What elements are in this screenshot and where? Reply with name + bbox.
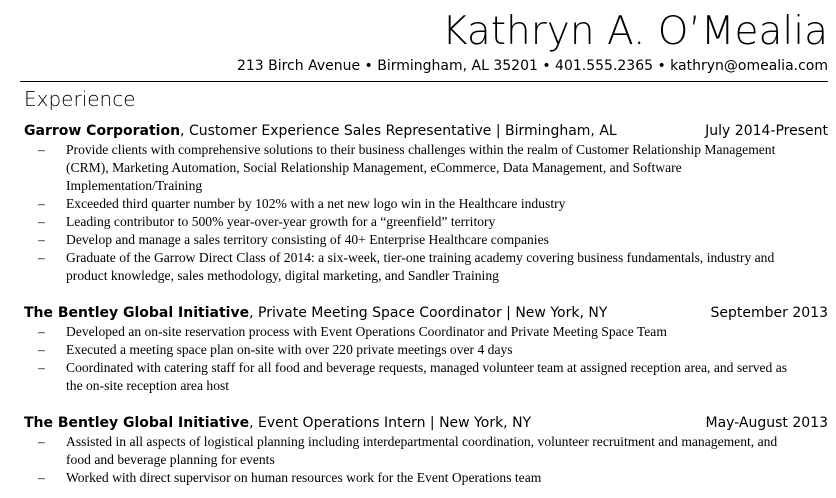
bullet-text: Provide clients with comprehensive solutions to their business challenges within the realm of Customer Relationship Management (CRM), Marketing Automation, Social Relationship Management, eCommerce, Data Management, and Software Implementation/Training: [66, 142, 776, 193]
job-organization: Garrow Corporation: [24, 123, 181, 139]
bullet-text: Executed a meeting space plan on-site with over 220 private meetings over 4 days: [66, 342, 513, 357]
job-header: [24, 303, 828, 323]
bullet-dash: –: [38, 196, 45, 211]
bullet-dash: –: [38, 142, 45, 157]
bullet-text: Developed an on-site reservation process with Event Operations Coordinator and Private Meeting Space Team: [66, 324, 667, 339]
job-header: [24, 413, 828, 433]
bullet-dash: –: [38, 232, 45, 247]
bullet-dash: –: [38, 434, 45, 449]
bullet-text: Graduate of the Garrow Direct Class of 2014: a six-week, tier-one training academy covering business fundamentals, industry and product knowledge, sales methodology, digital marketing, and Sandler Training: [66, 250, 775, 283]
job-organization: The Bentley Global Initiative: [24, 305, 250, 321]
list-item: [24, 359, 828, 395]
job-entry: [24, 121, 828, 285]
bullet-dash: –: [38, 360, 45, 375]
list-item: [24, 213, 828, 231]
bullet-text: Assisted in all aspects of logistical planning including interdepartmental coordination, volunteer recruitment and management, and food and beverage planning for events: [66, 434, 778, 467]
contact-line: 213 Birch Avenue • Birmingham, AL 35201 • 401.555.2365 • kathryn@omealia.com: [236, 58, 828, 74]
bullet-text: Worked with direct supervisor on human resources work for the Event Operations team: [66, 470, 542, 485]
list-item: [24, 341, 828, 359]
job-date: May-August 2013: [705, 415, 828, 431]
section-title-experience: Experience: [24, 87, 136, 111]
list-item: [24, 469, 828, 487]
list-item: [24, 195, 828, 213]
job-header: [24, 121, 828, 141]
bullet-text: Coordinated with catering staff for all food and beverage requests, managed volunteer team at assigned reception area, and served as the on-site reception area host: [66, 360, 788, 393]
header-divider: [20, 81, 828, 82]
bullet-text: Exceeded third quarter number by 102% with a net new logo win in the Healthcare industry: [66, 196, 566, 211]
list-item: [24, 141, 828, 195]
list-item: [24, 323, 828, 341]
job-details: , Customer Experience Sales Representative | Birmingham, AL: [180, 123, 617, 139]
job-entry: [24, 413, 828, 487]
job-organization: The Bentley Global Initiative: [24, 415, 250, 431]
job-bullet-list: [24, 141, 828, 285]
bullet-dash: –: [38, 342, 45, 357]
job-date: July 2014-Present: [705, 123, 828, 139]
list-item: [24, 249, 828, 285]
bullet-dash: –: [38, 324, 45, 339]
list-item: [24, 433, 828, 469]
bullet-dash: –: [38, 470, 45, 485]
job-entry: [24, 303, 828, 395]
job-bullet-list: [24, 433, 828, 487]
bullet-dash: –: [38, 250, 45, 265]
job-details: , Event Operations Intern | New York, NY: [249, 415, 532, 431]
resume-name: Kathryn A. O’Mealia: [441, 9, 828, 54]
job-bullet-list: [24, 323, 828, 395]
bullet-dash: –: [38, 214, 45, 229]
bullet-text: Leading contributor to 500% year-over-year growth for a “greenfield” territory: [66, 214, 496, 229]
job-details: , Private Meeting Space Coordinator | New York, NY: [249, 305, 608, 321]
job-date: September 2013: [710, 305, 828, 321]
list-item: [24, 231, 828, 249]
bullet-text: Develop and manage a sales territory consisting of 40+ Enterprise Healthcare companies: [66, 232, 549, 247]
